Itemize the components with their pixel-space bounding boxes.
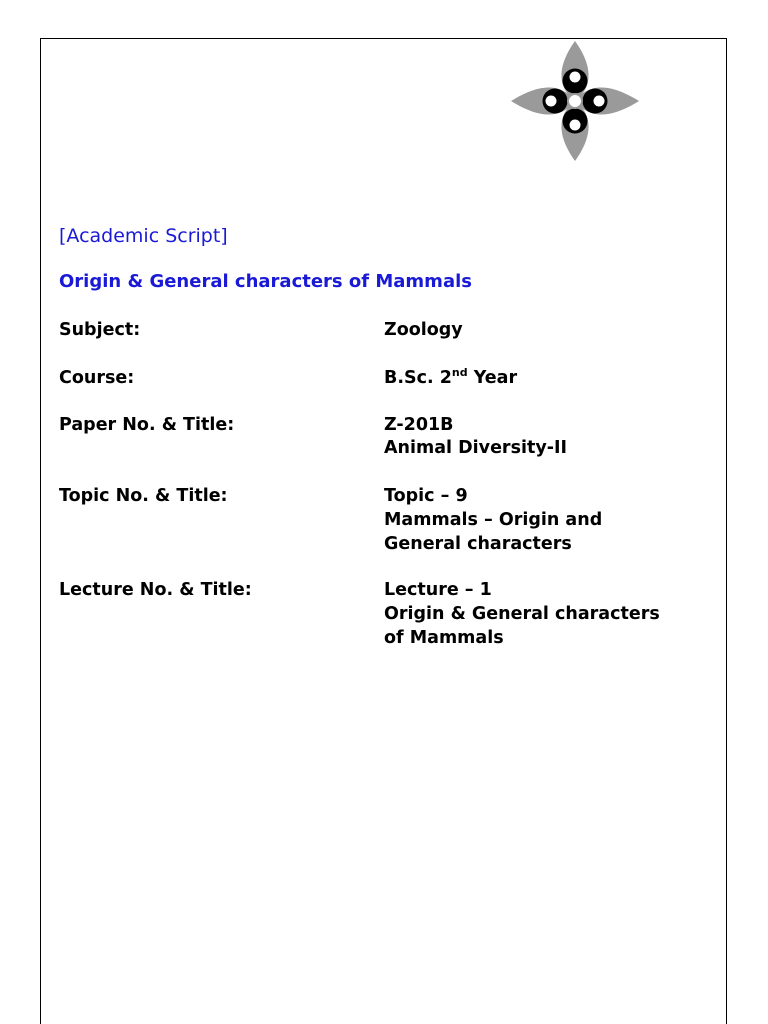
lecture-number: Lecture – 1 [384,580,492,600]
document-type-label: [Academic Script] [59,225,228,247]
lecture-title-line1: Origin & General characters [384,604,660,624]
paper-label: Paper No. & Title: [59,415,235,435]
subject-label: Subject: [59,320,141,340]
topic-label: Topic No. & Title: [59,486,228,506]
topic-title-line1: Mammals – Origin and [384,510,603,530]
paper-code: Z-201B [384,415,454,435]
course-label: Course: [59,368,135,388]
course-value: B.Sc. 2nd Year [384,366,518,388]
topic-number: Topic – 9 [384,486,468,506]
flower-logo-icon [509,39,641,163]
subject-value: Zoology [384,320,463,340]
lecture-title-line2: of Mammals [384,628,504,648]
lecture-label: Lecture No. & Title: [59,580,252,600]
paper-title: Animal Diversity-II [384,438,568,458]
document-title: Origin & General characters of Mammals [59,271,472,292]
topic-title-line2: General characters [384,534,572,554]
